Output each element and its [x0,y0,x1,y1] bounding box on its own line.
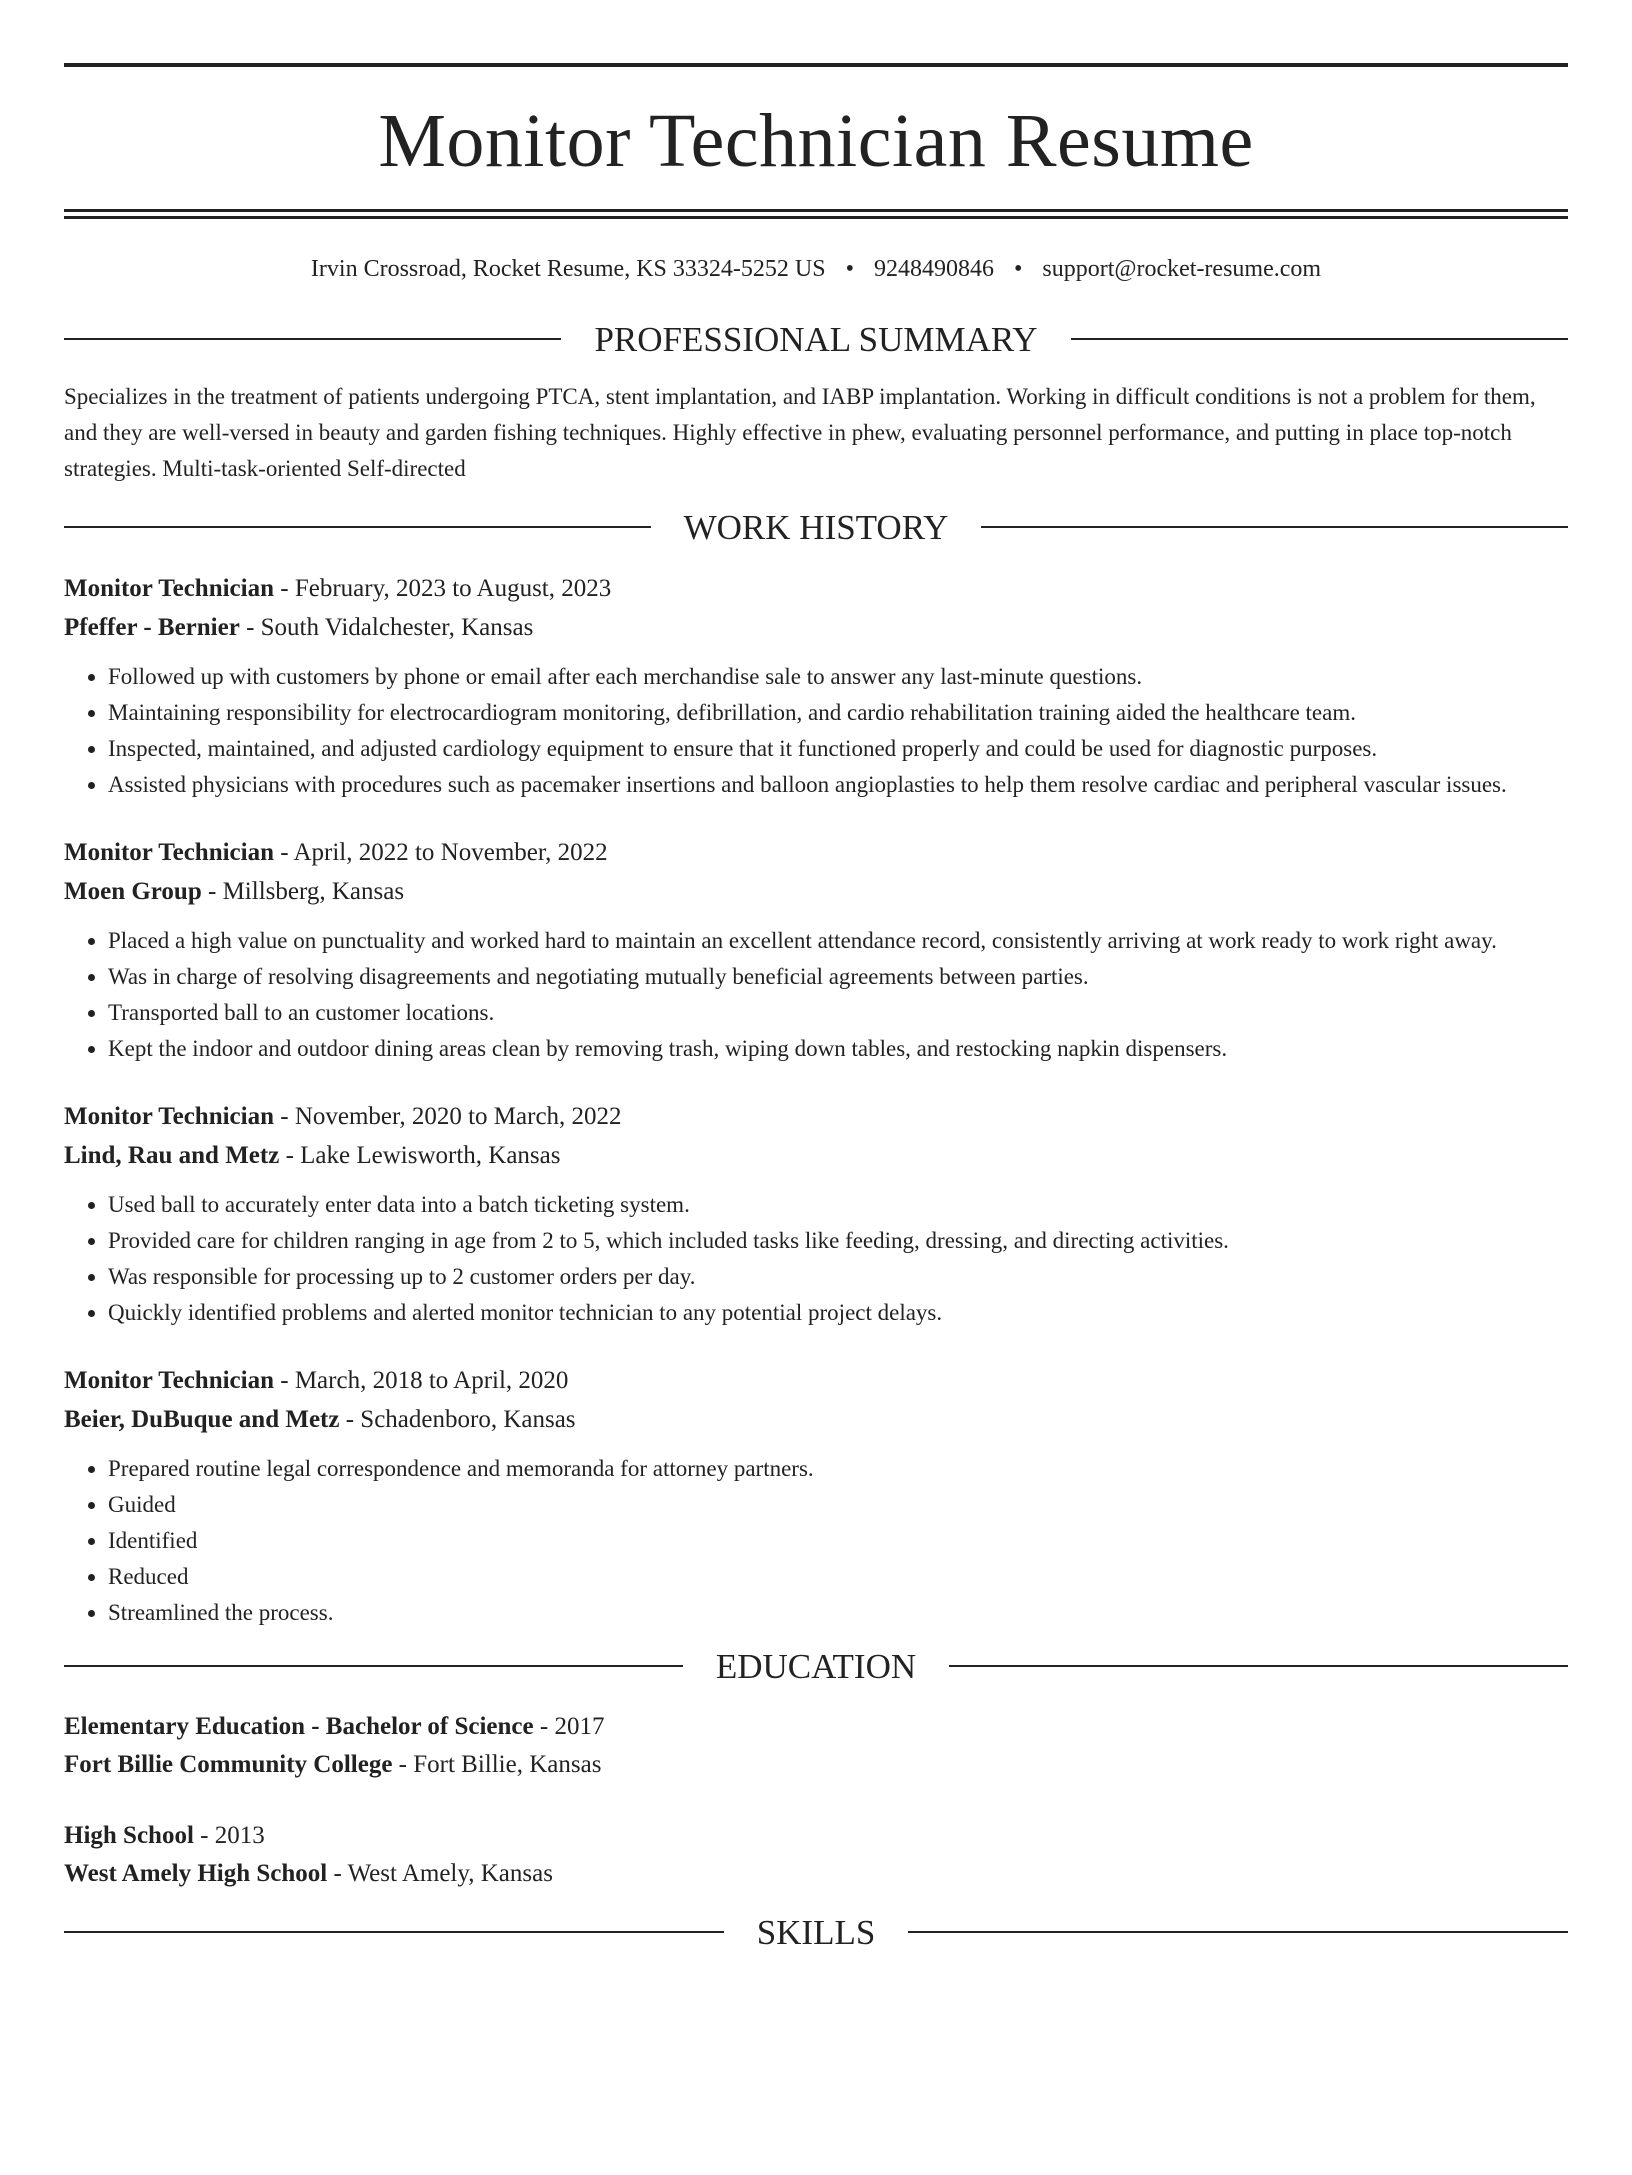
section-label: EDUCATION [715,1646,917,1686]
section-label: SKILLS [756,1912,876,1952]
section-label: PROFESSIONAL SUMMARY [594,319,1038,359]
list-item: • Identified [108,1523,1568,1559]
education-degree-line [64,1817,1568,1855]
section-heading-work [64,507,1568,547]
summary-text: Specializes in the treatment of patients undergoing PTCA, stent implantation, and IABP implantation. Working in difficult conditions is not a problem for them, and they are well-versed in beauty and garden fishing techniques. Highly effective in phew, evaluating personnel performance, and putting in place top-notch strategies. Multi-task-oriented Self-directed [64,383,1536,481]
heading-rule [1071,338,1568,340]
list-item: • Quickly identified problems and alerted monitor technician to any potential project delays. [108,1295,1568,1331]
education-degree: Elementary Education - Bachelor of Science [64,1712,534,1740]
job-title: Monitor Technician [64,1366,274,1394]
top-rule [64,63,1568,67]
section-label: WORK HISTORY [683,507,949,547]
job-title-line [64,1097,1568,1136]
job-company: Beier, DuBuque and Metz [64,1405,340,1433]
heading-rule [64,1665,683,1667]
job-title: Monitor Technician [64,1102,274,1130]
job-entry [64,1361,1568,1631]
education-degree-line [64,1708,1568,1746]
education-year: - 2013 [193,1821,265,1849]
job-title-line [64,1361,1568,1400]
list-item: • Prepared routine legal correspondence and memoranda for attorney partners. [108,1451,1568,1487]
education-degree: High School [64,1821,194,1849]
job-company-line [64,1400,1568,1439]
heading-rule [949,1665,1568,1667]
list-item: • Maintaining responsibility for electrocardiogram monitoring, defibrillation, and cardio rehabilitation training aided the healthcare team. [108,695,1568,731]
heading-rule [64,1931,724,1933]
heading-rule [908,1931,1568,1933]
job-dates: - April, 2022 to November, 2022 [274,838,608,866]
list-item: • Was in charge of resolving disagreements and negotiating mutually beneficial agreements between parties. [108,959,1568,995]
contact-separator: • [1013,256,1023,282]
job-title: Monitor Technician [64,838,274,866]
title-double-rule [64,209,1568,219]
list-item: • Streamlined the process. [108,1595,1568,1631]
contact-phone: 9248490846 [873,256,994,282]
job-entry [64,833,1568,1067]
list-item: • Kept the indoor and outdoor dining areas clean by removing trash, wiping down tables, and restocking napkin dispensers. [108,1031,1568,1067]
job-company-line [64,1136,1568,1175]
list-item: • Provided care for children ranging in age from 2 to 5, which included tasks like feeding, dressing, and directing activities. [108,1223,1568,1259]
job-location: - Lake Lewisworth, Kansas [279,1141,561,1169]
job-location: - Millsberg, Kansas [201,877,405,905]
contact-separator: • [845,256,854,282]
list-item: • Assisted physicians with procedures such as pacemaker insertions and balloon angioplasties to help them resolve cardiac and peripheral vascular issues. [108,767,1568,803]
education-location: - West Amely, Kansas [327,1859,553,1887]
job-company: Moen Group [64,877,202,905]
job-bullets [64,659,1568,803]
job-company-line [64,872,1568,911]
heading-rule [64,526,651,528]
job-dates: - March, 2018 to April, 2020 [274,1366,569,1394]
education-entry [64,1817,1568,1893]
list-item: • Guided [108,1487,1568,1523]
job-bullets [64,1187,1568,1331]
section-heading-summary [64,319,1568,359]
contact-address: Irvin Crossroad, Rocket Resume, KS 33324-5252 US [310,256,826,282]
education-school-line [64,1746,1568,1784]
job-dates: - February, 2023 to August, 2023 [274,574,612,602]
list-item: • Transported ball to an customer locations. [108,995,1568,1031]
contact-line [64,255,1568,284]
section-heading-skills [64,1912,1568,1952]
job-company: Lind, Rau and Metz [64,1141,280,1169]
job-title: Monitor Technician [64,574,274,602]
job-title-line [64,833,1568,872]
education-location: - Fort Billie, Kansas [392,1750,602,1778]
job-dates: - November, 2020 to March, 2022 [274,1102,622,1130]
resume-page [0,63,1632,2175]
education-entry [64,1708,1568,1784]
list-item: • Placed a high value on punctuality and worked hard to maintain an excellent attendance record, consistently arriving at work ready to work right away. [108,923,1568,959]
section-heading-education [64,1646,1568,1686]
heading-rule [981,526,1568,528]
job-company: Pfeffer - Bernier [64,613,240,641]
education-year: - 2017 [533,1712,605,1740]
job-bullets [64,1451,1568,1631]
job-entry [64,1097,1568,1331]
job-location: - Schadenboro, Kansas [339,1405,576,1433]
education-school: Fort Billie Community College [64,1750,393,1778]
job-company-line [64,608,1568,647]
education-school: West Amely High School [64,1859,328,1887]
job-location: - South Vidalchester, Kansas [239,613,534,641]
list-item: • Was responsible for processing up to 2 customer orders per day. [108,1259,1568,1295]
job-entry [64,569,1568,803]
contact-email: support@rocket-resume.com [1042,256,1322,282]
list-item: • Reduced [108,1559,1568,1595]
page-title: Monitor Technician Resume [378,99,1254,183]
job-title-line [64,569,1568,608]
list-item: • Inspected, maintained, and adjusted cardiology equipment to ensure that it functioned properly and could be used for diagnostic purposes. [108,731,1568,767]
list-item: • Followed up with customers by phone or email after each merchandise sale to answer any last-minute questions. [108,659,1568,695]
education-school-line [64,1855,1568,1893]
job-bullets [64,923,1568,1067]
heading-rule [64,338,561,340]
list-item: • Used ball to accurately enter data into a batch ticketing system. [108,1187,1568,1223]
